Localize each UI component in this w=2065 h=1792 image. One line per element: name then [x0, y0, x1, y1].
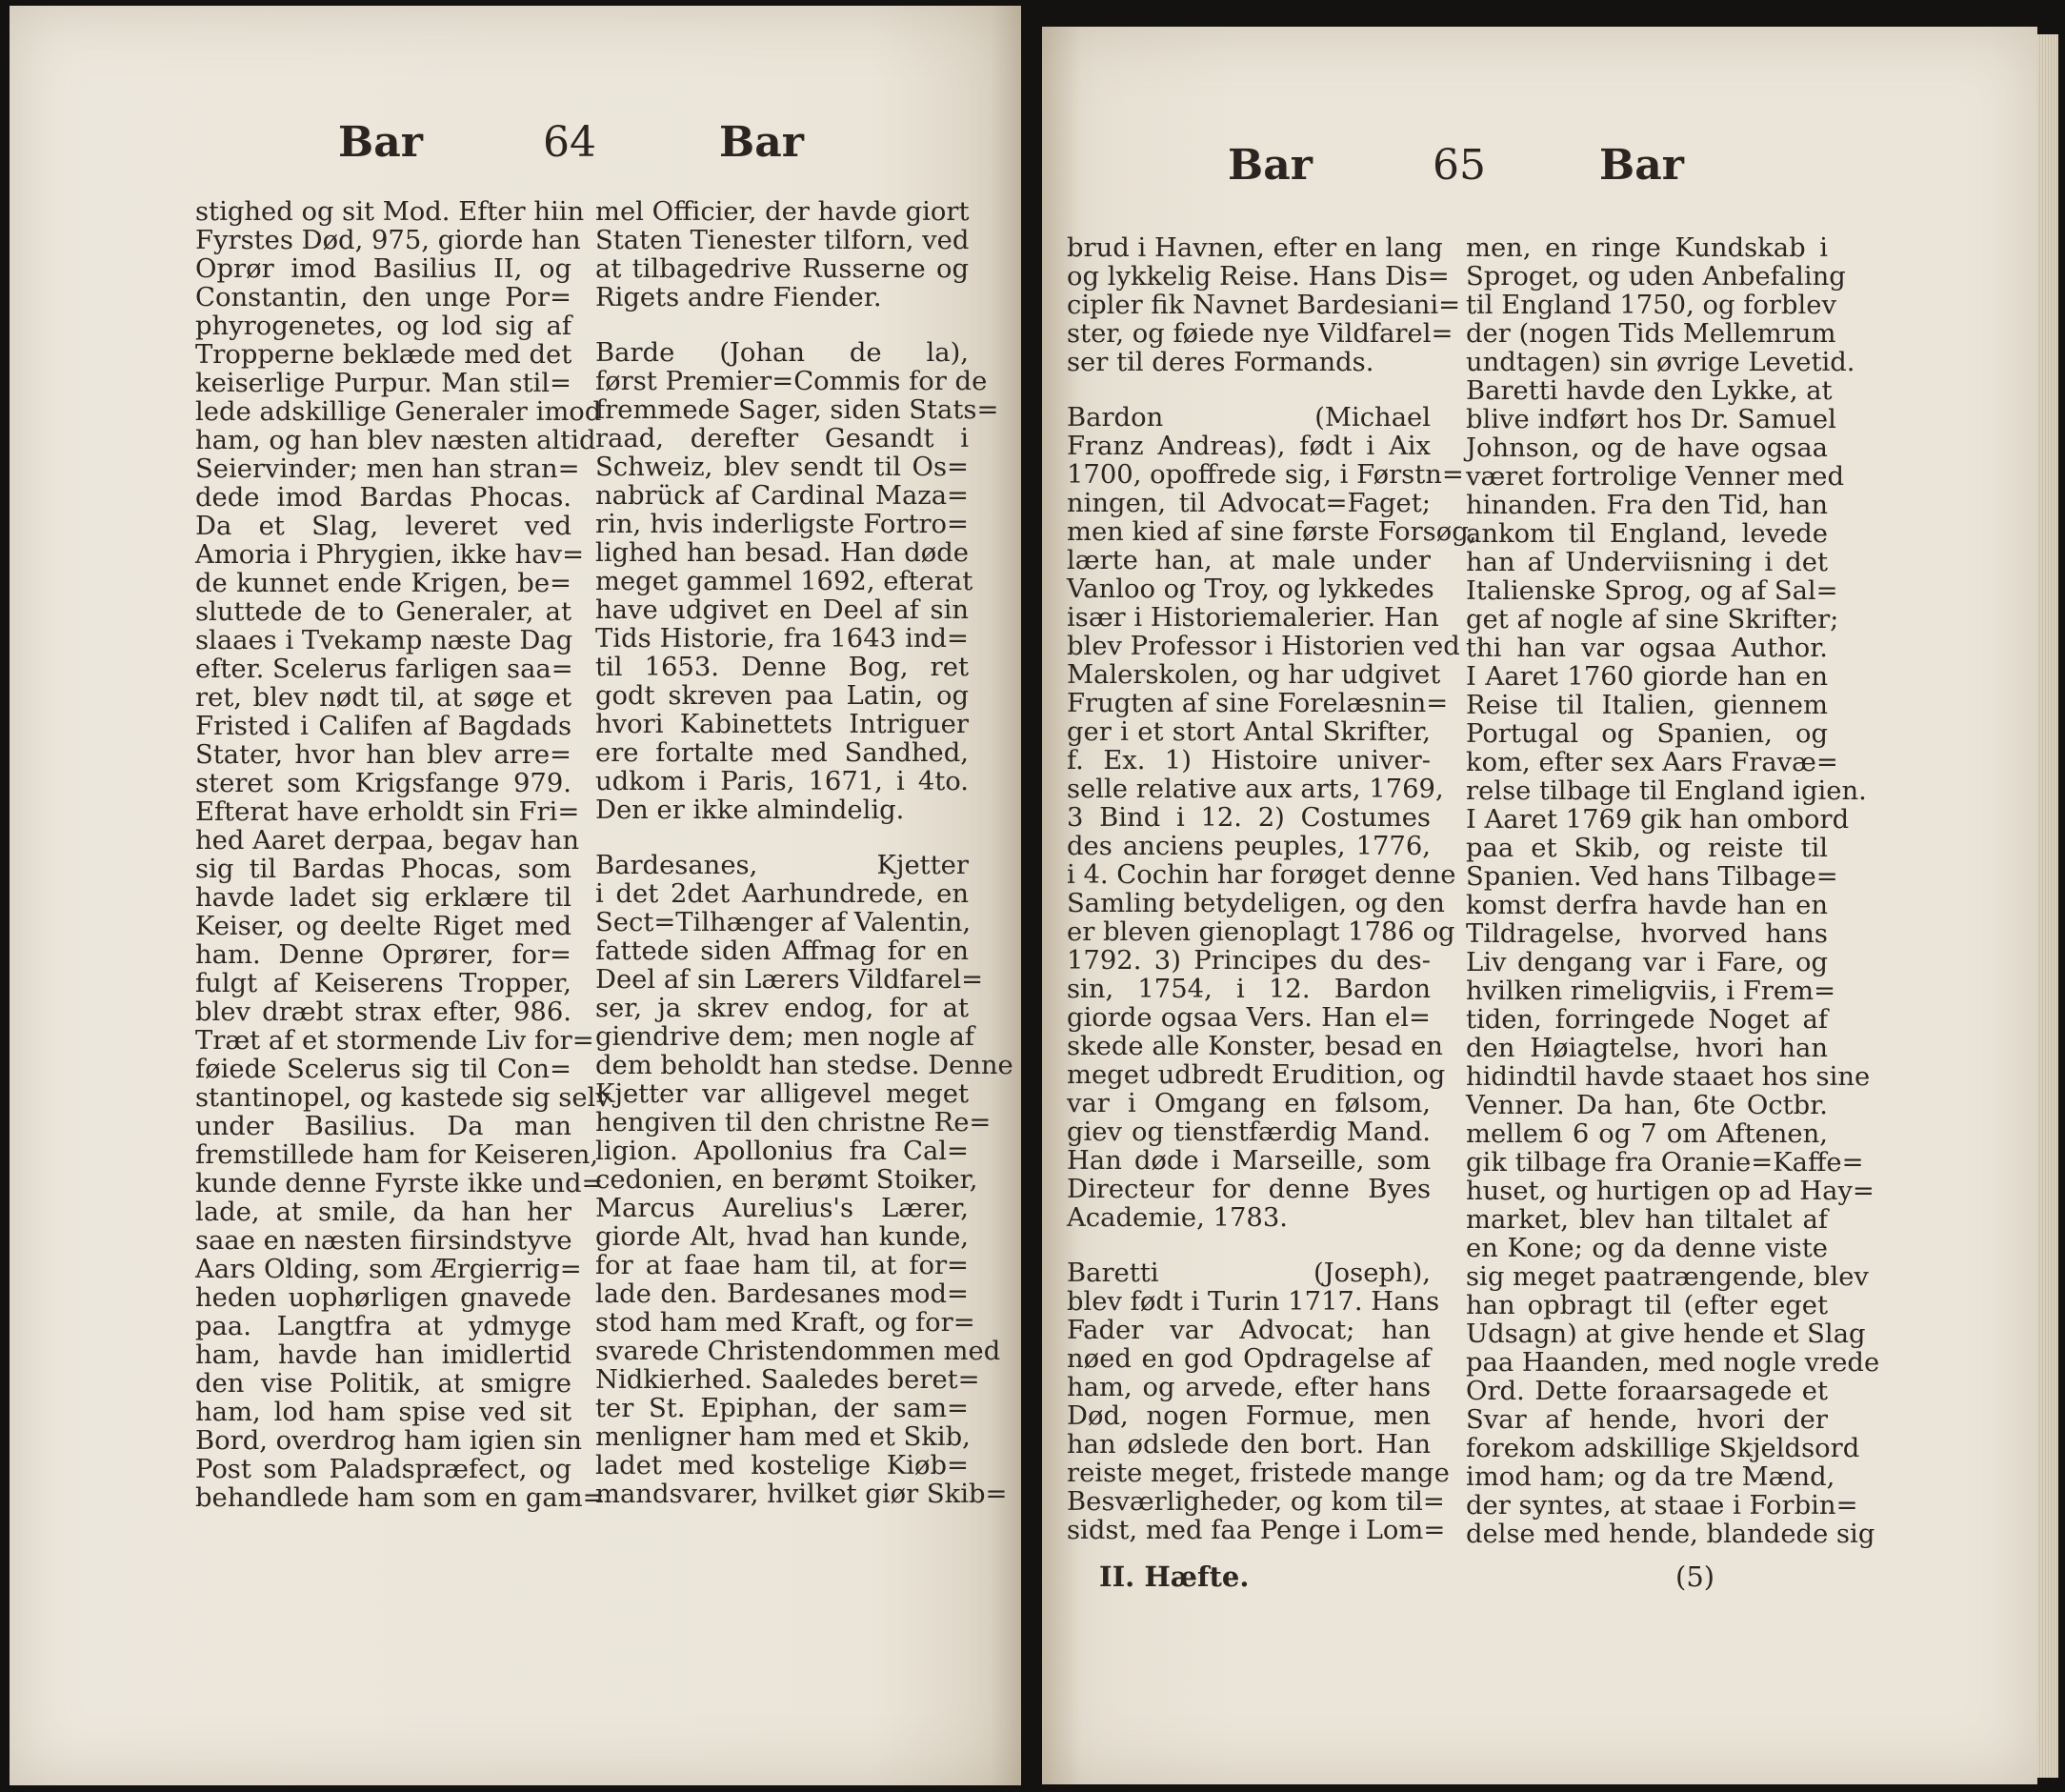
- text-line: Marcus Aurelius's Lærer,: [595, 1194, 969, 1223]
- text-line: Da et Slag, leveret ved: [195, 512, 571, 541]
- text-line: ningen, til Advocat=Faget;: [1067, 489, 1431, 518]
- text-line: Fader var Advocat; han: [1067, 1316, 1431, 1345]
- text-line: Bord, overdrog ham igien sin: [195, 1426, 583, 1456]
- text-line: gik tilbage fra Oranie=Kaffe=: [1466, 1148, 1864, 1178]
- text-line: stantinopel, og kastede sig selv: [195, 1083, 611, 1113]
- text-line: lade, at smile, da han her: [195, 1198, 571, 1227]
- text-line: blev Professor i Historien ved: [1067, 632, 1460, 661]
- page-header: [1042, 141, 2037, 198]
- text-line: hinanden. Fra den Tid, han: [1466, 491, 1828, 520]
- text-line: ere fortalte med Sandhed,: [595, 738, 969, 768]
- text-line: huset, og hurtigen op ad Hay=: [1466, 1177, 1875, 1206]
- text-line: Constantin, den unge Por=: [195, 283, 571, 312]
- text-line: ret, blev nødt til, at søge et: [195, 683, 571, 713]
- text-line: Aars Olding, som Ærgierrig=: [195, 1255, 582, 1284]
- text-line: Sproget, og uden Anbefaling: [1466, 262, 1846, 292]
- text-line: Deel af sin Lærers Vildfarel=: [595, 965, 984, 995]
- text-line: lighed han besad. Han døde: [595, 538, 969, 568]
- text-line: der syntes, at staae i Forbin=: [1466, 1491, 1858, 1520]
- text-line: først Premier=Commis for de: [595, 367, 988, 396]
- text-line: I Aaret 1769 gik han ombord: [1466, 805, 1850, 835]
- text-line: des anciens peuples, 1776,: [1067, 832, 1431, 861]
- text-line: men kied af sine første Forsøg,: [1067, 517, 1477, 547]
- text-line: den vise Politik, at smigre: [195, 1369, 571, 1399]
- text-line: blev dræbt strax efter, 986.: [195, 997, 571, 1027]
- text-line: mandsvarer, hvilket giør Skib=: [595, 1480, 1008, 1509]
- text-line: Bardon (Michael: [1067, 403, 1431, 433]
- text-line: raad, derefter Gesandt i: [595, 424, 969, 453]
- text-line: cedonien, en berømt Stoiker,: [595, 1165, 978, 1195]
- text-line: Ord. Dette foraarsagede et: [1466, 1377, 1828, 1406]
- text-line: relse tilbage til England igien.: [1466, 776, 1867, 806]
- text-line: Liv dengang var i Fare, og: [1466, 948, 1828, 977]
- text-line: imod ham; og da tre Mænd,: [1466, 1462, 1835, 1492]
- entry-barde: [595, 338, 999, 825]
- text-line: føiede Scelerus sig til Con=: [195, 1055, 571, 1084]
- text-line: Vanloo og Troy, og lykkedes: [1067, 574, 1434, 604]
- text-line: Johnson, og de have ogsaa: [1466, 433, 1828, 463]
- text-line: Franz Andreas), født i Aix: [1067, 432, 1431, 461]
- text-line: sin, 1754, i 12. Bardon: [1067, 975, 1431, 1004]
- signature-mark: II. Hæfte.: [1099, 1560, 1250, 1593]
- text-line: lærte han, at male under: [1067, 546, 1431, 575]
- text-line: Besværligheder, og kom til=: [1067, 1487, 1445, 1517]
- text-line: han ødslede den bort. Han: [1067, 1430, 1431, 1460]
- text-line: Reise til Italien, giennem: [1466, 691, 1828, 720]
- text-line: Svar af hende, hvori der: [1466, 1405, 1828, 1435]
- text-line: udkom i Paris, 1671, i 4to.: [595, 767, 969, 796]
- text-line: blive indført hos Dr. Samuel: [1466, 405, 1836, 434]
- text-line: ham, havde han imidlertid: [195, 1340, 571, 1370]
- text-line: brud i Havnen, efter en lang: [1067, 233, 1443, 263]
- text-line: thi han var ogsaa Author.: [1466, 634, 1828, 663]
- text-line: i 4. Cochin har forøget denne: [1067, 860, 1456, 890]
- text-line: været fortrolige Venner med: [1466, 462, 1845, 492]
- header-headword-left: Bar: [338, 118, 423, 167]
- text-line: giorde ogsaa Vers. Han el=: [1067, 1003, 1431, 1033]
- text-line: slaaes i Tvekamp næste Dag: [195, 626, 573, 655]
- text-line: Udsagn) at give hende et Slag: [1466, 1319, 1866, 1349]
- text-line: sidst, med faa Penge i Lom=: [1067, 1516, 1446, 1545]
- text-line: sig til Bardas Phocas, som: [195, 855, 571, 884]
- text-line: til 1653. Denne Bog, ret: [595, 653, 969, 682]
- text-line: især i Historiemalerier. Han: [1067, 603, 1439, 633]
- text-line: Tildragelse, hvorved hans: [1466, 919, 1828, 949]
- text-line: i det 2det Aarhundrede, en: [595, 879, 969, 909]
- text-line: hvori Kabinettets Intriguer: [595, 710, 969, 739]
- text-line: men, en ringe Kundskab i: [1466, 233, 1828, 263]
- text-line: han af Underviisning i det: [1466, 548, 1828, 577]
- text-line: paa. Langtfra at ydmyge: [195, 1312, 571, 1341]
- text-line: Italienske Sprog, og af Sal=: [1466, 576, 1838, 606]
- text-line: fremstillede ham for Keiseren,: [195, 1140, 599, 1170]
- entry-bardon: [1067, 403, 1477, 1233]
- text-column-left-2: [595, 197, 1013, 1509]
- text-line: Keiser, og deelte Riget med: [195, 912, 571, 941]
- text-line: behandlede ham som en gam=: [195, 1483, 605, 1513]
- text-line: paa Haanden, med nogle vrede: [1466, 1348, 1880, 1378]
- text-line: fulgt af Keiserens Tropper,: [195, 969, 571, 998]
- text-line: giorde Alt, hvad han kunde,: [595, 1222, 969, 1252]
- header-headword-right: Bar: [719, 118, 804, 167]
- text-line: Tropperne beklæde med det: [195, 340, 572, 370]
- text-line: godt skreven paa Latin, og: [595, 681, 969, 711]
- text-line: giendrive dem; men nogle af: [595, 1022, 974, 1052]
- text-line: phyrogenetes, og lod sig af: [195, 312, 571, 341]
- text-line: fremmede Sager, siden Stats=: [595, 395, 999, 425]
- text-line: Barde (Johan de la),: [595, 338, 969, 368]
- text-line: ham, og han blev næsten altid: [195, 426, 596, 455]
- text-line: ster, og føiede nye Vildfarel=: [1067, 319, 1454, 349]
- text-line: market, blev han tiltalet af: [1466, 1205, 1828, 1235]
- text-line: Nidkierhed. Saaledes beret=: [595, 1365, 980, 1395]
- text-line: mel Officier, der havde giort: [595, 197, 970, 227]
- text-line: Seiervinder; men han stran=: [195, 454, 580, 484]
- text-line: Kjetter var alligevel meget: [595, 1079, 969, 1109]
- text-line: han opbragt til (efter eget: [1466, 1291, 1828, 1320]
- text-line: keiserlige Purpur. Man stil=: [195, 369, 571, 398]
- text-line: at tilbagedrive Russerne og: [595, 254, 969, 284]
- text-line: Portugal og Spanien, og: [1466, 719, 1828, 749]
- entry-bardesanes: [595, 851, 1013, 1509]
- text-line: Academie, 1783.: [1067, 1203, 1288, 1233]
- text-line: Rigets andre Fiender.: [595, 283, 882, 312]
- text-line: den Høiagtelse, hvori han: [1466, 1034, 1828, 1063]
- text-line: ger i et stort Antal Skrifter,: [1067, 717, 1431, 747]
- text-line: ham. Denne Oprører, for=: [195, 940, 571, 970]
- text-line: ham, og arvede, efter hans: [1067, 1373, 1431, 1402]
- text-line: der (nogen Tids Mellemrum: [1466, 319, 1836, 349]
- text-column-right-2: [1466, 233, 1880, 1549]
- text-line: skede alle Konster, besad en: [1067, 1032, 1443, 1061]
- text-line: have udgivet en Deel af sin: [595, 595, 969, 625]
- entry-continuation: [1067, 233, 1461, 377]
- text-line: dede imod Bardas Phocas.: [195, 483, 571, 513]
- entry-baretti: [1067, 1258, 1450, 1545]
- text-line: under Basilius. Da man: [195, 1112, 571, 1141]
- text-line: komst derfra havde han en: [1466, 891, 1828, 920]
- text-line: Spanien. Ved hans Tilbage=: [1466, 862, 1838, 892]
- text-line: ladet med kostelige Kiøb=: [595, 1451, 969, 1480]
- text-line: for at faae ham til, at for=: [595, 1251, 969, 1280]
- text-line: Tids Historie, fra 1643 ind=: [595, 624, 969, 654]
- text-line: blev født i Turin 1717. Hans: [1067, 1287, 1440, 1317]
- text-column-right-1: [1067, 233, 1477, 1545]
- text-line: undtagen) sin øvrige Levetid.: [1466, 348, 1855, 377]
- text-line: Malerskolen, og har udgivet: [1067, 660, 1441, 690]
- text-line: hidindtil havde staaet hos sine: [1466, 1062, 1871, 1092]
- text-line: 1700, opoffrede sig, i Førstn=: [1067, 460, 1464, 490]
- text-line: ser, ja skrev endog, for at: [595, 994, 969, 1023]
- text-line: kom, efter sex Aars Fravæ=: [1466, 748, 1838, 777]
- text-line: forekom adskillige Skjeldsord: [1466, 1434, 1860, 1463]
- text-line: hvilken rimeligviis, i Frem=: [1466, 977, 1836, 1006]
- text-line: til England 1750, og forblev: [1466, 291, 1836, 320]
- text-line: I Aaret 1760 giorde han en: [1466, 662, 1828, 692]
- text-line: Han døde i Marseille, som: [1067, 1146, 1431, 1176]
- text-line: hed Aaret derpaa, begav han: [195, 826, 580, 856]
- text-line: kunde denne Fyrste ikke und=: [195, 1169, 604, 1198]
- text-line: havde ladet sig erklære til: [195, 883, 571, 913]
- text-line: sig meget paatrængende, blev: [1466, 1262, 1869, 1292]
- text-line: og lykkelig Reise. Hans Dis=: [1067, 262, 1450, 292]
- text-line: selle relative aux arts, 1769,: [1067, 775, 1444, 804]
- text-line: mellem 6 og 7 om Aftenen,: [1466, 1119, 1828, 1149]
- text-line: nabrück af Cardinal Maza=: [595, 481, 969, 511]
- text-line: giev og tienstfærdig Mand.: [1067, 1117, 1431, 1147]
- text-line: ankom til England, levede: [1466, 519, 1828, 549]
- page-number: 65: [1433, 141, 1486, 190]
- text-line: stighed og sit Mod. Efter hiin: [195, 197, 585, 227]
- text-line: dem beholdt han stedse. Denne: [595, 1051, 1013, 1080]
- text-line: Baretti havde den Lykke, at: [1466, 376, 1833, 406]
- text-line: en Kone; og da denne viste: [1466, 1234, 1828, 1263]
- text-line: Fristed i Califen af Bagdads: [195, 712, 571, 741]
- text-line: get af nogle af sine Skrifter;: [1466, 605, 1839, 634]
- text-column-left-1: [195, 197, 611, 1513]
- text-line: Sect=Tilhænger af Valentin,: [595, 908, 972, 937]
- text-line: rin, hvis inderligste Fortro=: [595, 510, 969, 539]
- text-line: Træt af et stormende Liv for=: [195, 1026, 594, 1056]
- header-headword-left: Bar: [1228, 141, 1313, 190]
- text-line: menligner ham med et Skib,: [595, 1422, 971, 1452]
- text-line: lade den. Bardesanes mod=: [595, 1279, 969, 1309]
- page-number: 64: [543, 118, 596, 167]
- text-line: Efterat have erholdt sin Fri=: [195, 797, 580, 827]
- text-line: reiste meget, fristede mange: [1067, 1459, 1450, 1488]
- text-line: ligion. Apollonius fra Cal=: [595, 1137, 969, 1166]
- text-line: f. Ex. 1) Histoire univer-: [1067, 746, 1431, 775]
- text-line: Død, nogen Formue, men: [1067, 1401, 1431, 1431]
- text-line: Staten Tienester tilforn, ved: [595, 226, 970, 255]
- text-line: de kunnet ende Krigen, be=: [195, 569, 571, 598]
- text-line: 3 Bind i 12. 2) Costumes: [1067, 803, 1431, 833]
- text-line: ser til deres Formands.: [1067, 348, 1374, 377]
- text-line: Fyrstes Død, 975, giorde han: [195, 226, 581, 255]
- text-line: cipler fik Navnet Bardesiani=: [1067, 291, 1461, 320]
- text-line: fattede siden Affmag for en: [595, 936, 969, 966]
- text-line: meget udbredt Erudition, og: [1067, 1060, 1446, 1090]
- text-line: Samling betydeligen, og den: [1067, 889, 1445, 918]
- text-line: ham, lod ham spise ved sit: [195, 1398, 571, 1427]
- text-line: Amoria i Phrygien, ikke hav=: [195, 540, 585, 570]
- text-line: paa et Skib, og reiste til: [1466, 834, 1828, 863]
- text-line: tiden, forringede Noget af: [1466, 1005, 1828, 1035]
- text-line: Oprør imod Basilius II, og: [195, 254, 571, 284]
- left-page: [10, 6, 1021, 1785]
- text-line: Post som Paladspræfect, og: [195, 1455, 571, 1484]
- text-line: Frugten af sine Forelæsnin=: [1067, 689, 1449, 718]
- page-edges: [2037, 34, 2058, 1778]
- right-page: [1042, 27, 2037, 1784]
- text-line: hengiven til den christne Re=: [595, 1108, 992, 1138]
- text-line: Bardesanes, Kjetter: [595, 851, 969, 880]
- text-line: ter St. Epiphan, der sam=: [595, 1394, 969, 1423]
- text-line: nøed en god Opdragelse af: [1067, 1344, 1431, 1374]
- header-headword-right: Bar: [1599, 141, 1684, 190]
- text-line: saae en næsten fiirsindstyve: [195, 1226, 572, 1256]
- text-line: lede adskillige Generaler imod: [195, 397, 602, 427]
- text-line: Den er ikke almindelig.: [595, 795, 905, 825]
- text-line: delse med hende, blandede sig: [1466, 1520, 1875, 1549]
- text-line: Schweiz, blev sendt til Os=: [595, 453, 969, 482]
- text-line: svarede Christendommen med: [595, 1337, 1001, 1366]
- text-line: sluttede de to Generaler, at: [195, 597, 571, 627]
- text-line: Baretti (Joseph),: [1067, 1258, 1431, 1288]
- text-line: var i Omgang en følsom,: [1067, 1089, 1431, 1118]
- text-line: er bleven gienoplagt 1786 og: [1067, 917, 1455, 947]
- text-line: heden uophørligen gnavede: [195, 1283, 571, 1313]
- text-line: Venner. Da han, 6te Octbr.: [1466, 1091, 1828, 1120]
- gathering-mark: (5): [1675, 1560, 1715, 1593]
- text-line: meget gammel 1692, efterat: [595, 567, 973, 596]
- text-line: Stater, hvor han blev arre=: [195, 740, 571, 770]
- text-line: efter. Scelerus farligen saa=: [195, 654, 573, 684]
- text-line: Directeur for denne Byes: [1067, 1175, 1431, 1204]
- text-line: stod ham med Kraft, og for=: [595, 1308, 975, 1338]
- page-header: [10, 118, 1021, 175]
- text-line: 1792. 3) Principes du des-: [1067, 946, 1431, 976]
- text-line: steret som Krigsfange 979.: [195, 769, 571, 798]
- entry-continuation: [595, 198, 969, 312]
